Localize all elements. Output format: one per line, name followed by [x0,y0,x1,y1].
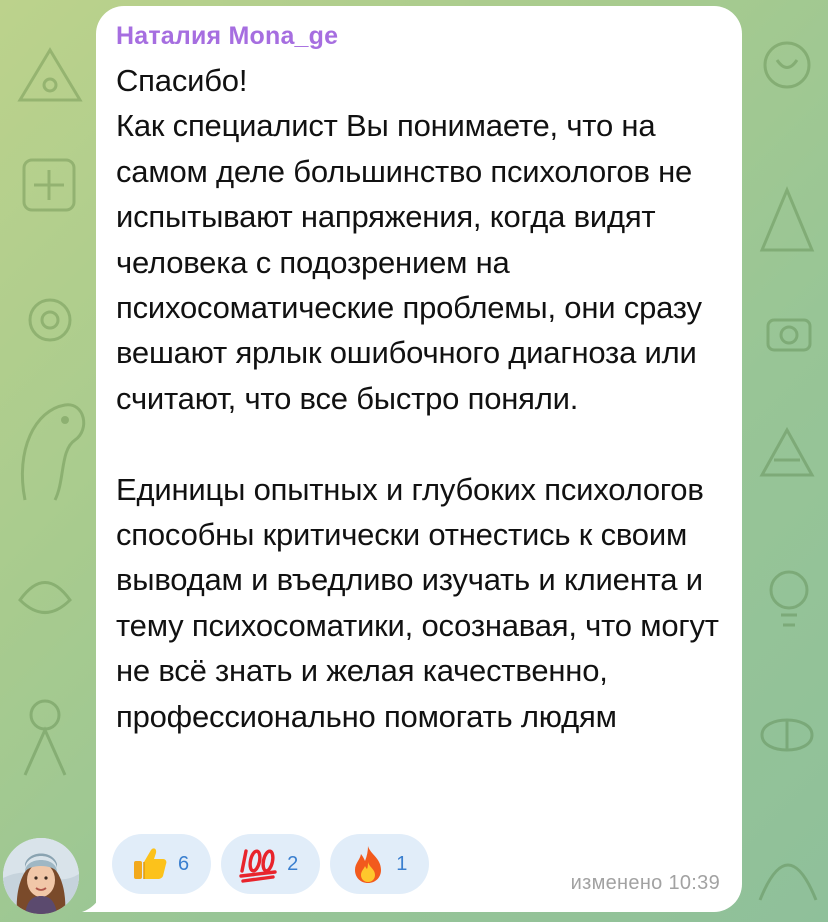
reaction-count: 2 [287,852,299,875]
doodle-icon [752,700,822,770]
hundred-points-icon [239,844,279,884]
doodle-icon [10,40,90,120]
reaction-count: 6 [178,852,190,875]
avatar-image [3,838,79,914]
doodle-icon [5,390,95,510]
doodle-icon [752,180,822,260]
doodle-icon [10,690,80,780]
doodle-icon [750,820,826,910]
doodle-icon [10,560,80,630]
doodle-icon [14,150,84,220]
doodle-icon [756,560,822,660]
reaction-thumbs-up[interactable] [112,834,211,894]
message-bubble[interactable] [96,6,742,912]
reaction-count: 1 [396,852,408,875]
fire-icon [348,844,388,884]
reaction-fire[interactable] [330,834,429,894]
sender-name[interactable]: Наталия Mona_ge [116,22,339,50]
reaction-hundred-points[interactable] [221,834,320,894]
doodle-icon [756,300,822,366]
message-timestamp: изменено 10:39 [570,872,720,894]
avatar[interactable] [3,838,79,914]
message-text: Спасибо! Как специалист Вы понимаете, что на самом деле большинство психологов не испытывают напряжения, когда видят человека с подозрением на психосоматические проблемы, они сразу вешают ярлык ошибочного диагноза или считают, что все быстро поняли. Единицы опытных и глубоких психологов способны критически отнестись к своим выводам и въедливо изучать и клиента и тему психосоматики, осознавая, что могут не всё знать и желая качественно, профессионально помогать людям [116,63,719,734]
doodle-icon [752,420,822,490]
doodle-icon [752,30,822,100]
thumbs-up-icon [130,844,170,884]
doodle-icon [20,290,80,350]
reactions-bar [112,834,429,894]
